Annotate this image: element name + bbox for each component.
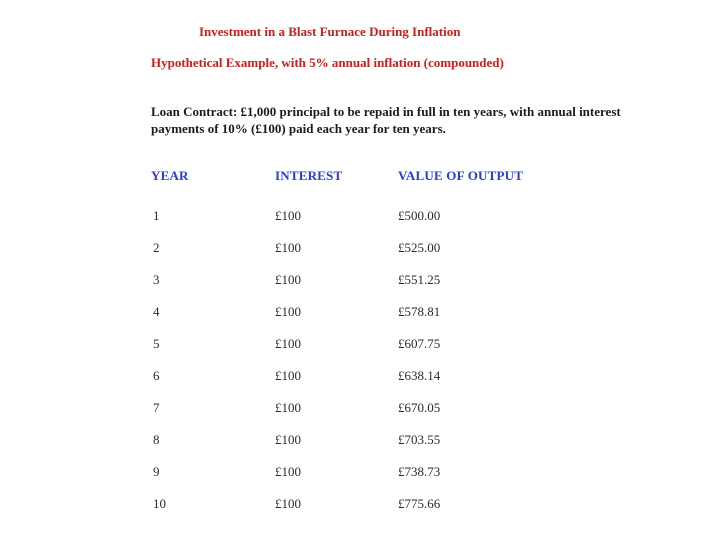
year-cell: 8	[153, 432, 160, 447]
interest-cell: £100	[275, 368, 301, 383]
interest-cell: £100	[275, 400, 301, 415]
output-value-cell: £551.25	[398, 272, 441, 287]
page-subtitle: Hypothetical Example, with 5% annual inflation (compounded)	[151, 55, 504, 70]
year-cell: 7	[153, 400, 160, 415]
output-value-cell: £578.81	[398, 304, 441, 319]
output-value-cell: £638.14	[398, 368, 441, 383]
table-row	[151, 208, 571, 240]
header-interest: INTEREST	[275, 168, 343, 183]
interest-cell: £100	[275, 464, 301, 479]
output-value-cell: £607.75	[398, 336, 441, 351]
interest-cell: £100	[275, 208, 301, 223]
table-header-row	[151, 168, 571, 208]
year-cell: 3	[153, 272, 160, 287]
page-title: Investment in a Blast Furnace During Inflation	[199, 24, 461, 39]
year-cell: 10	[153, 496, 166, 511]
year-cell: 5	[153, 336, 160, 351]
output-value-cell: £703.55	[398, 432, 441, 447]
table-row	[151, 464, 571, 496]
table-row	[151, 336, 571, 368]
interest-cell: £100	[275, 272, 301, 287]
header-year: YEAR	[151, 168, 189, 183]
year-cell: 6	[153, 368, 160, 383]
output-value-cell: £775.66	[398, 496, 441, 511]
header-value-of-output: VALUE OF OUTPUT	[398, 168, 524, 183]
interest-cell: £100	[275, 432, 301, 447]
table-row	[151, 240, 571, 272]
output-value-cell: £738.73	[398, 464, 441, 479]
table-row	[151, 304, 571, 336]
year-cell: 4	[153, 304, 160, 319]
table-row	[151, 496, 571, 528]
table-row	[151, 432, 571, 464]
investment-table	[151, 168, 571, 528]
table-row	[151, 400, 571, 432]
interest-cell: £100	[275, 496, 301, 511]
interest-cell: £100	[275, 304, 301, 319]
output-value-cell: £525.00	[398, 240, 441, 255]
table-row	[151, 272, 571, 304]
year-cell: 1	[153, 208, 160, 223]
year-cell: 9	[153, 464, 160, 479]
year-cell: 2	[153, 240, 160, 255]
output-value-cell: £670.05	[398, 400, 441, 415]
table-row	[151, 368, 571, 400]
interest-cell: £100	[275, 336, 301, 351]
output-value-cell: £500.00	[398, 208, 441, 223]
interest-cell: £100	[275, 240, 301, 255]
loan-contract-text: Loan Contract: £1,000 principal to be repaid in full in ten years, with annual interest payments of 10% (£100) paid each year for ten years.	[151, 104, 621, 136]
